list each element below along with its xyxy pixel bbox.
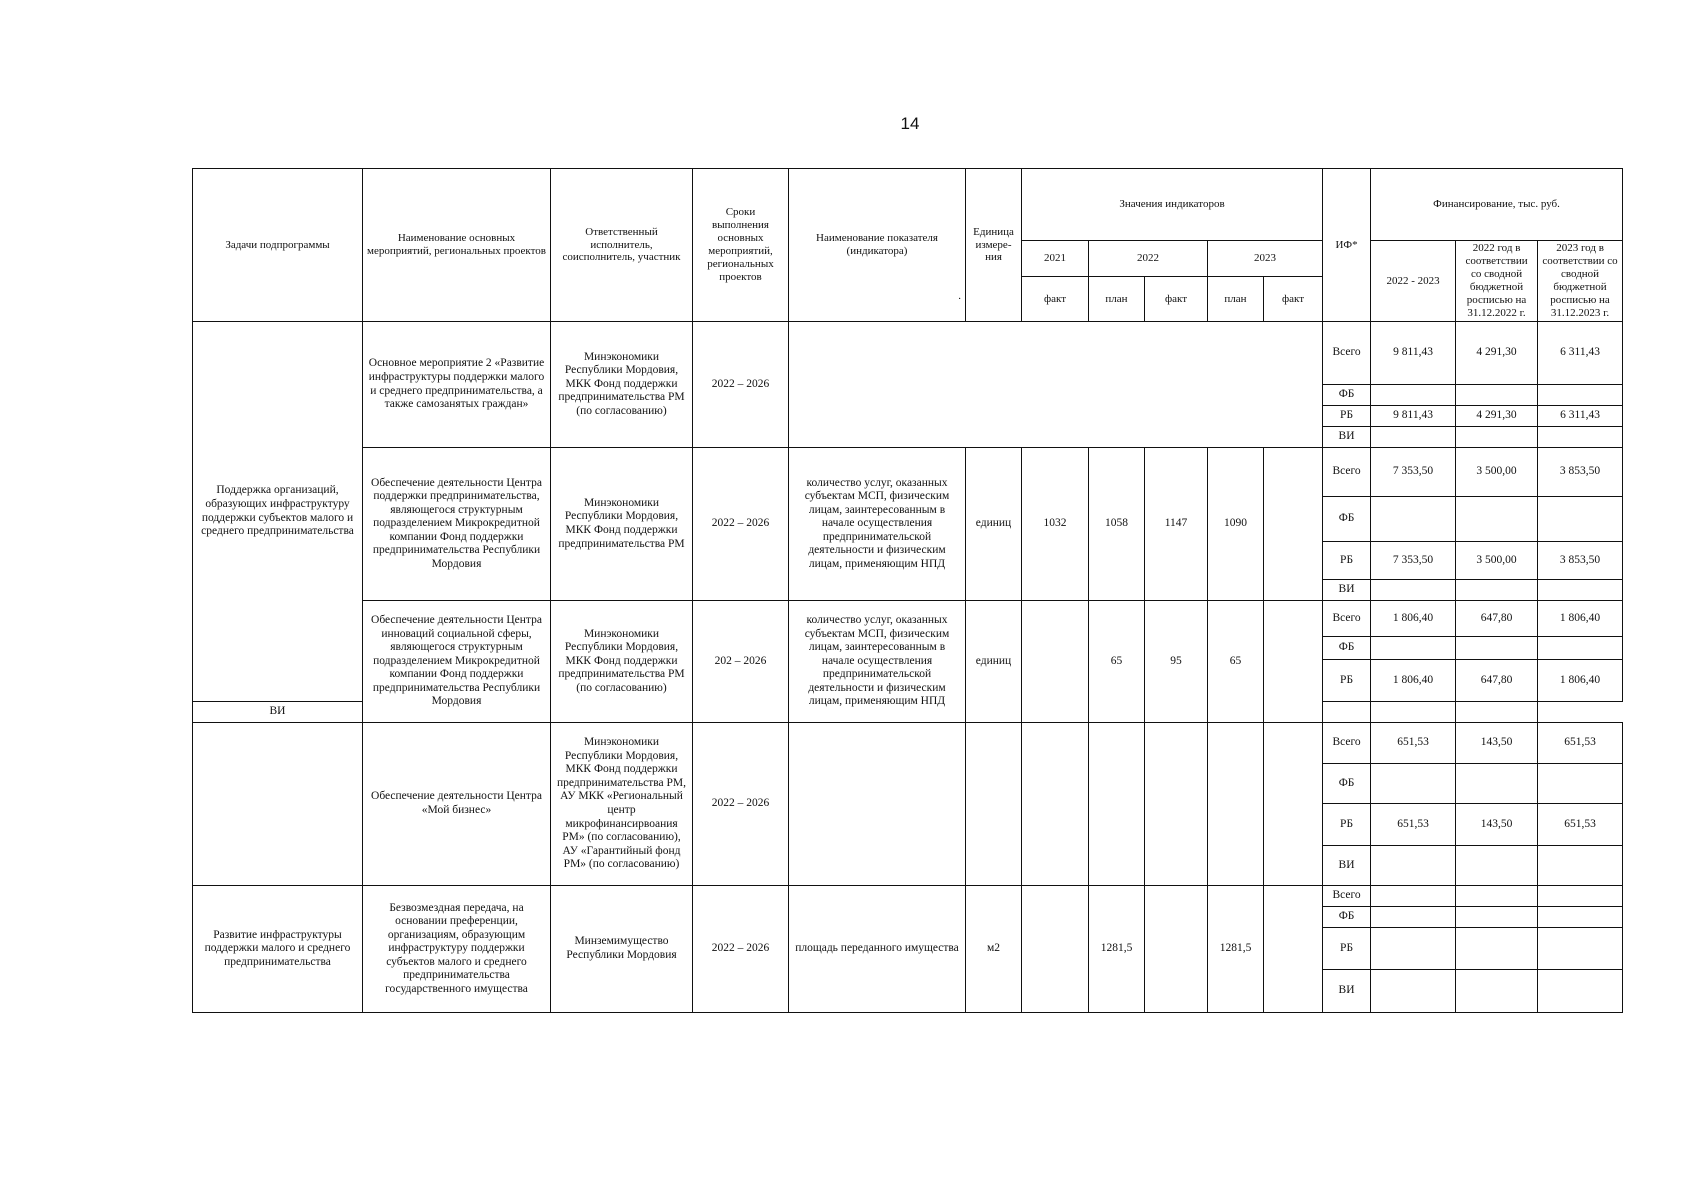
fin-period-cell <box>1371 970 1456 1013</box>
header-indicator-dot: . <box>958 290 961 303</box>
source-label: ВИ <box>1323 846 1371 886</box>
fin-2023-cell: 3 853,50 <box>1538 542 1623 580</box>
fin-2022-cell: 647,80 <box>1456 601 1538 637</box>
terms-cell: 2022 – 2026 <box>693 448 789 601</box>
fin-2022-cell <box>1456 846 1538 886</box>
page-number: 14 <box>900 114 920 133</box>
fin-period-cell: 7 353,50 <box>1371 542 1456 580</box>
table-row <box>193 886 1623 907</box>
fin-2022-cell <box>1371 702 1456 723</box>
fin-period-cell <box>1371 886 1456 907</box>
source-label: Всего <box>1323 601 1371 637</box>
terms-cell: 2022 – 2026 <box>693 322 789 448</box>
header-fin-period: 2022 - 2023 <box>1371 241 1456 322</box>
activity-cell: Основное мероприятие 2 «Развитие инфраструктуры поддержки малого и среднего предпринимательства, а также самозанятых граждан» <box>363 322 551 448</box>
fact-2023-cell <box>1264 448 1323 601</box>
plan-2023-cell: 1281,5 <box>1208 886 1264 1013</box>
fact-2022-cell <box>1145 723 1208 886</box>
header-fact-2023: факт <box>1264 277 1323 322</box>
source-label: ВИ <box>1323 970 1371 1013</box>
header-year-2021: 2021 <box>1022 241 1089 277</box>
source-label: ФБ <box>1323 385 1371 406</box>
fin-2022-cell <box>1456 427 1538 448</box>
fin-2022-cell: 143,50 <box>1456 804 1538 846</box>
source-label: ВИ <box>1323 427 1371 448</box>
fin-2023-cell <box>1456 702 1538 723</box>
task-empty-cell <box>193 723 363 886</box>
activity-cell: Обеспечение деятельности Центра «Мой бизнес» <box>363 723 551 886</box>
fin-2022-cell: 143,50 <box>1456 723 1538 764</box>
source-label: РБ <box>1323 804 1371 846</box>
source-label: РБ <box>1323 660 1371 702</box>
fin-2022-cell <box>1456 970 1538 1013</box>
header-indicator <box>789 169 966 322</box>
fin-period-cell <box>1371 907 1456 928</box>
indicator-cell: количество услуг, оказанных субъектам МСП, физическим лицам, заинтересованным в начале осуществления предпринимательской деятельности и физическим лицам, применяющим НПД <box>789 601 966 723</box>
fin-2022-cell <box>1456 886 1538 907</box>
responsible-cell: Минэкономики Республики Мордовия, МКК Фонд поддержки предпринимательства РМ (по согласованию) <box>551 601 693 723</box>
fact-2023-cell <box>1264 886 1323 1013</box>
header-fact-2021: факт <box>1022 277 1089 322</box>
fin-2022-cell: 4 291,30 <box>1456 322 1538 385</box>
header-fin-2023: 2023 год в соответствии со сводной бюджетной росписью на 31.12.2023 г. <box>1538 241 1623 322</box>
indicator-cell: площадь переданного имущества <box>789 886 966 1013</box>
source-label: РБ <box>1323 542 1371 580</box>
source-label: Всего <box>1323 448 1371 497</box>
indicator-cell: количество услуг, оказанных субъектам МСП, физическим лицам, заинтересованным в начале осуществления предпринимательской деятельности и физическим лицам, применяющим НПД <box>789 448 966 601</box>
fin-2023-cell <box>1538 580 1623 601</box>
table-row <box>193 601 1623 637</box>
plan-2022-cell: 1058 <box>1089 448 1145 601</box>
source-label: ФБ <box>1323 907 1371 928</box>
plan-2022-cell <box>1089 723 1145 886</box>
source-label: Всего <box>1323 322 1371 385</box>
unit-cell: единиц <box>966 448 1022 601</box>
fin-period-cell <box>1371 427 1456 448</box>
fin-2022-cell <box>1456 385 1538 406</box>
fin-2023-cell <box>1538 907 1623 928</box>
fin-period-cell <box>1371 497 1456 542</box>
plan-2022-cell: 1281,5 <box>1089 886 1145 1013</box>
fin-2023-cell <box>1538 928 1623 970</box>
source-label: ВИ <box>193 702 363 723</box>
plan-2023-cell: 65 <box>1208 601 1264 723</box>
fin-2022-cell: 647,80 <box>1456 660 1538 702</box>
fin-2023-cell <box>1538 497 1623 542</box>
header-indicator-label: Наименование показателя (индикатора) <box>816 232 938 257</box>
header-terms: Сроки выполнения основных мероприятий, региональных проектов <box>693 169 789 322</box>
activity-cell: Обеспечение деятельности Центра инноваций социальной сферы, являющегося структурным подразделением Микрокредитной компании Фонд поддержки предпринимательства Республики Мордовия <box>363 601 551 723</box>
fin-2023-cell <box>1538 427 1623 448</box>
source-label: Всего <box>1323 886 1371 907</box>
fin-period-cell <box>1371 385 1456 406</box>
fin-period-cell <box>1371 846 1456 886</box>
fact-2022-cell <box>1145 886 1208 1013</box>
indicator-cell <box>789 723 966 886</box>
fin-2022-cell <box>1456 764 1538 804</box>
fin-period-cell <box>1371 580 1456 601</box>
fin-2023-cell: 1 806,40 <box>1538 601 1623 637</box>
unit-cell: м2 <box>966 886 1022 1013</box>
header-fact-2022: факт <box>1145 277 1208 322</box>
fin-2023-cell: 6 311,43 <box>1538 322 1623 385</box>
header-plan-2022: план <box>1089 277 1145 322</box>
fin-2023-cell <box>1538 846 1623 886</box>
source-label: Всего <box>1323 723 1371 764</box>
fin-period-cell: 7 353,50 <box>1371 448 1456 497</box>
responsible-cell: Минземимущество Республики Мордовия <box>551 886 693 1013</box>
fact-2021-cell <box>1022 723 1089 886</box>
header-fin-2022: 2022 год в соответствии со сводной бюджетной росписью на 31.12.2022 г. <box>1456 241 1538 322</box>
header-task: Задачи подпрограммы <box>193 169 363 322</box>
program-table <box>192 168 1623 1013</box>
fin-2023-cell <box>1538 764 1623 804</box>
indicator-empty-cell <box>789 322 1323 448</box>
fin-period-cell: 1 806,40 <box>1371 601 1456 637</box>
task-cell: Развитие инфраструктуры поддержки малого и среднего предпринимательства <box>193 886 363 1013</box>
plan-2023-cell <box>1208 723 1264 886</box>
fact-2023-cell <box>1264 723 1323 886</box>
plan-2023-cell: 1090 <box>1208 448 1264 601</box>
fin-2023-cell <box>1538 886 1623 907</box>
fin-2023-cell <box>1538 970 1623 1013</box>
task-cell: Поддержка организаций, образующих инфраструктуру поддержки субъектов малого и среднего предпринимательства <box>193 322 363 702</box>
header-if: ИФ* <box>1323 169 1371 322</box>
fin-2023-cell <box>1538 385 1623 406</box>
fact-2022-cell: 1147 <box>1145 448 1208 601</box>
fact-2021-cell <box>1022 601 1089 723</box>
fin-2022-cell <box>1456 907 1538 928</box>
header-plan-2023: план <box>1208 277 1264 322</box>
activity-cell: Безвозмездная передача, на основании преференции, организациям, образующим инфраструктуру поддержки субъектов малого и среднего предпринимательства государственного имущества <box>363 886 551 1013</box>
fin-period-cell: 1 806,40 <box>1371 660 1456 702</box>
fin-2022-cell <box>1456 637 1538 660</box>
fin-period-cell: 651,53 <box>1371 723 1456 764</box>
header-year-2022: 2022 <box>1089 241 1208 277</box>
source-label: ВИ <box>1323 580 1371 601</box>
source-label: РБ <box>1323 928 1371 970</box>
fact-2022-cell: 95 <box>1145 601 1208 723</box>
fin-period-cell: 9 811,43 <box>1371 406 1456 427</box>
header-indicator-values: Значения индикаторов <box>1022 169 1323 241</box>
fact-2023-cell <box>1264 601 1323 723</box>
table-row <box>193 322 1623 385</box>
fact-2021-cell <box>1022 886 1089 1013</box>
fin-2022-cell <box>1456 580 1538 601</box>
responsible-cell: Минэкономики Республики Мордовия, МКК Фонд поддержки предпринимательства РМ, АУ МКК «Региональный центр микрофинансирвоания РМ» (по согласованию), АУ «Гарантийный фонд РМ» (по согласованию) <box>551 723 693 886</box>
header-unit: Единица измере-ния <box>966 169 1022 322</box>
source-label: ФБ <box>1323 764 1371 804</box>
header-year-2023: 2023 <box>1208 241 1323 277</box>
fin-2023-cell: 651,53 <box>1538 804 1623 846</box>
activity-cell: Обеспечение деятельности Центра поддержки предпринимательства, являющегося структурным подразделением Микрокредитной компании Фонд поддержки предпринимательства Республики Мордовия <box>363 448 551 601</box>
fin-period-cell: 651,53 <box>1371 804 1456 846</box>
terms-cell: 2022 – 2026 <box>693 886 789 1013</box>
fin-2023-cell: 651,53 <box>1538 723 1623 764</box>
fact-2021-cell: 1032 <box>1022 448 1089 601</box>
fin-2023-cell: 6 311,43 <box>1538 406 1623 427</box>
header-financing: Финансирование, тыс. руб. <box>1371 169 1623 241</box>
unit-cell: единиц <box>966 601 1022 723</box>
source-label: ФБ <box>1323 497 1371 542</box>
fin-2022-cell: 4 291,30 <box>1456 406 1538 427</box>
fin-2022-cell: 3 500,00 <box>1456 542 1538 580</box>
source-label: ФБ <box>1323 637 1371 660</box>
header-row-1 <box>193 169 1623 241</box>
fin-2023-cell: 3 853,50 <box>1538 448 1623 497</box>
fin-2022-cell <box>1456 928 1538 970</box>
fin-period-cell: 9 811,43 <box>1371 322 1456 385</box>
fin-period-cell <box>1323 702 1371 723</box>
fin-period-cell <box>1371 764 1456 804</box>
header-responsible: Ответственный исполнитель, соисполнитель, участник <box>551 169 693 322</box>
table-row <box>193 723 1623 764</box>
plan-2022-cell: 65 <box>1089 601 1145 723</box>
fin-2023-cell: 1 806,40 <box>1538 660 1623 702</box>
terms-cell: 202 – 2026 <box>693 601 789 723</box>
header-activity: Наименование основных мероприятий, региональных проектов <box>363 169 551 322</box>
fin-period-cell <box>1371 637 1456 660</box>
fin-2023-cell <box>1538 637 1623 660</box>
fin-period-cell <box>1371 928 1456 970</box>
fin-2022-cell: 3 500,00 <box>1456 448 1538 497</box>
fin-2022-cell <box>1456 497 1538 542</box>
source-label: РБ <box>1323 406 1371 427</box>
terms-cell: 2022 – 2026 <box>693 723 789 886</box>
table-row <box>193 448 1623 497</box>
responsible-cell: Минэкономики Республики Мордовия, МКК Фонд поддержки предпринимательства РМ (по согласованию) <box>551 322 693 448</box>
responsible-cell: Минэкономики Республики Мордовия, МКК Фонд поддержки предпринимательства РМ <box>551 448 693 601</box>
unit-cell <box>966 723 1022 886</box>
